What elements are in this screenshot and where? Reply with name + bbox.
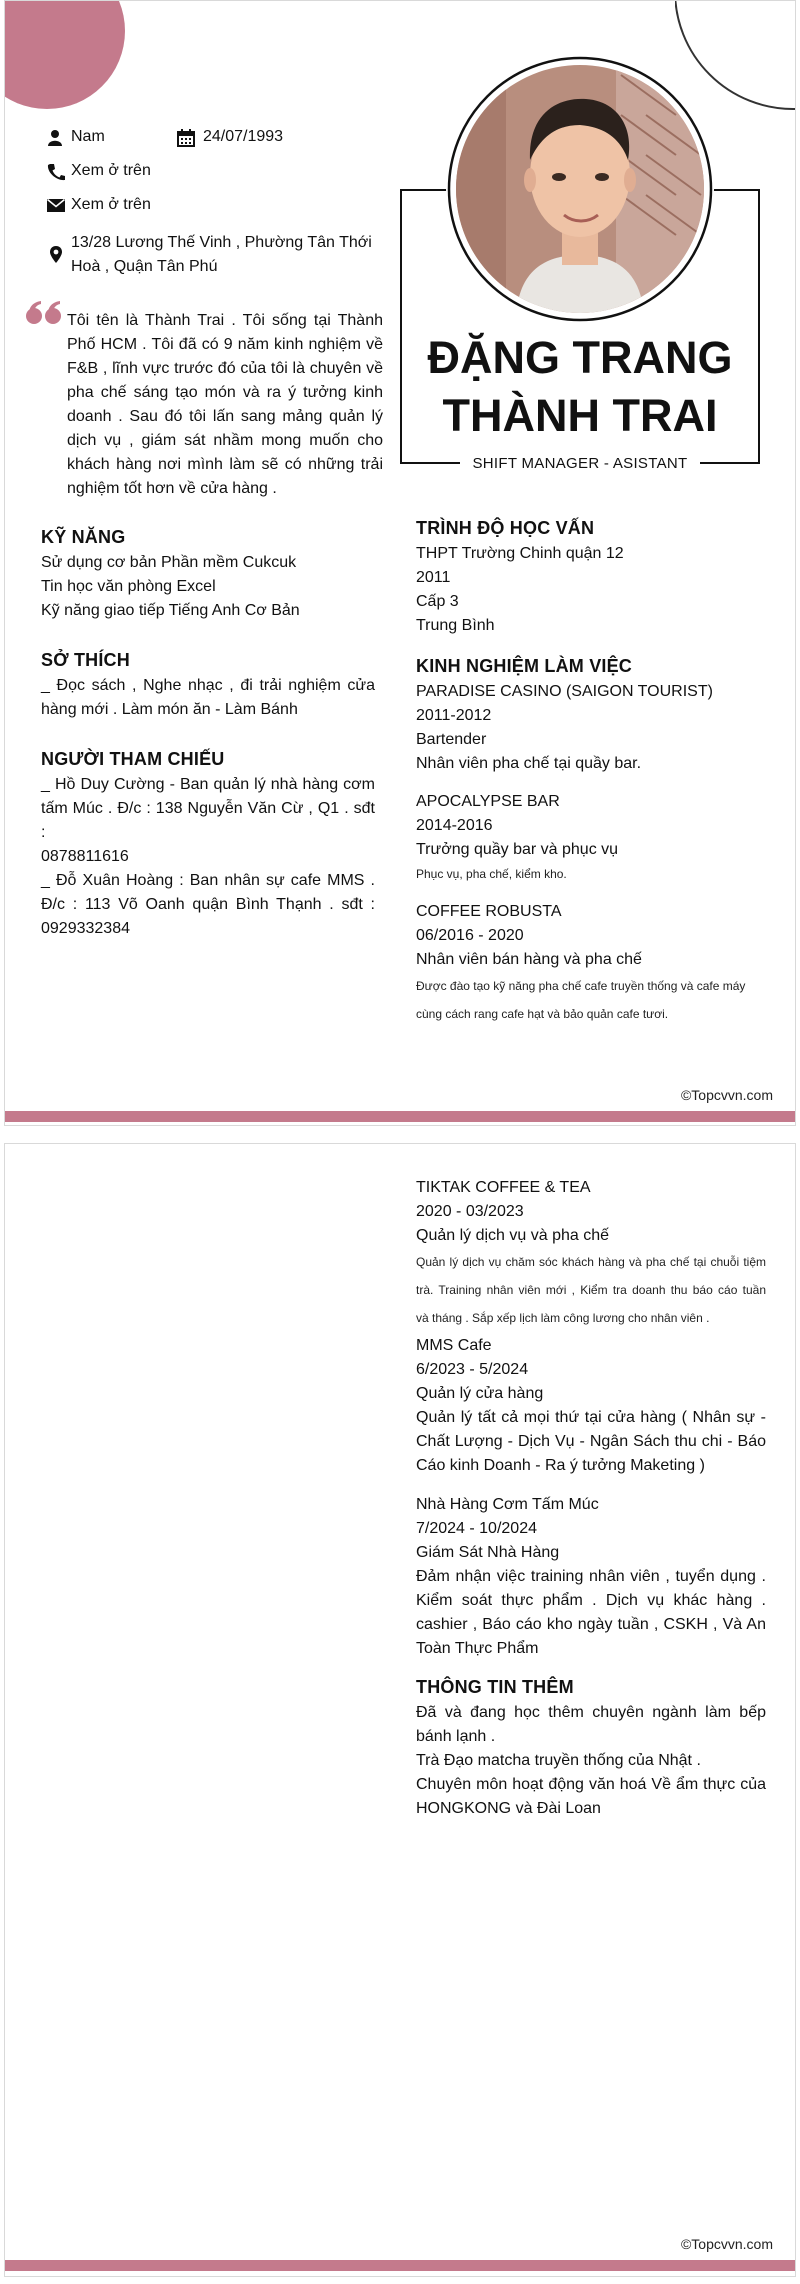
job-entry	[416, 900, 766, 1028]
footer-bar	[5, 1111, 795, 1122]
email-icon	[47, 198, 65, 213]
job-role: Trưởng quầy bar và phục vụ	[416, 841, 619, 858]
job-role: Quản lý cửa hàng	[416, 1385, 544, 1402]
objective-line: F&B , lĩnh vực trước đó của tôi là chuyên về	[67, 360, 383, 377]
job-entry	[416, 1176, 766, 1332]
location-icon	[49, 245, 63, 265]
job-description: Nhân viên pha chế tại quầy bar.	[416, 755, 642, 772]
dob-value: 24/07/1993	[203, 128, 284, 145]
skill-item: Kỹ năng giao tiếp Tiếng Anh Cơ Bản	[41, 602, 300, 619]
job-role: Giám Sát Nhà Hàng	[416, 1544, 560, 1561]
calendar-icon	[177, 129, 195, 147]
skill-item: Sử dụng cơ bản Phần mềm Cukcuk	[41, 554, 297, 571]
education-year: 2011	[416, 569, 451, 586]
job-company: PARADISE CASINO (SAIGON TOURIST)	[416, 683, 713, 700]
job-description: cashier , Báo cáo kho ngày tuần , CSKH , Và An	[416, 1616, 766, 1633]
objective-line: khách hàng nơi mình làm sẽ có những trải	[67, 456, 383, 473]
footer-brand: ©Topcvvn.com	[680, 1087, 773, 1103]
job-description: Quản lý tất cả mọi thứ tại cửa hàng ( Nhân sự -	[416, 1409, 766, 1426]
job-description: Toàn Thực Phẩm	[416, 1640, 539, 1657]
hobbies-line: _ Đọc sách , Nghe nhạc , đi trải nghiệm cửa	[41, 677, 375, 694]
reference-line: _ Hồ Duy Cường - Ban quản lý nhà hàng cơm	[41, 776, 375, 793]
job-company: COFFEE ROBUSTA	[416, 903, 562, 920]
reference-line: Đ/c : 113 Võ Oanh quận Bình Thạnh . sđt :	[41, 896, 375, 913]
job-entry	[416, 680, 766, 776]
job-period: 7/2024 - 10/2024	[416, 1520, 537, 1537]
address-line-1: 13/28 Lương Thế Vinh , Phường Tân Thới	[71, 234, 372, 251]
objective-line: doanh . Sau đó tôi lấn sang mảng quản lý	[67, 408, 383, 425]
job-description: Đảm nhận việc training nhân viên , tuyển dụng .	[416, 1568, 766, 1585]
objective-line: pha chế sáng tạo món và ra ý tưởng kinh	[67, 384, 383, 401]
additional-line: HONGKONG và Đài Loan	[416, 1800, 601, 1817]
reference-line: 0929332384	[41, 920, 130, 937]
job-company: MMS Cafe	[416, 1337, 492, 1354]
job-description: Kiểm soát thực phẩm . Dịch vụ khác hàng .	[416, 1592, 766, 1609]
additional-line: Trà Đạo matcha truyền thống của Nhật .	[416, 1752, 701, 1769]
address-line-2: Hoà , Quận Tân Phú	[71, 258, 218, 275]
objective-line: nghiệm tốt hơn về cửa hàng .	[67, 480, 277, 497]
additional-text	[416, 1701, 766, 1821]
objective-line: dịch vụ , giám sát nhầm mong muốn cho	[67, 432, 383, 449]
job-period: 2011-2012	[416, 707, 492, 724]
gender-value: Nam	[71, 128, 105, 145]
hobbies-text	[41, 674, 375, 722]
education-heading: TRÌNH ĐỘ HỌC VẤN	[416, 518, 595, 538]
education-grade: Trung Bình	[416, 617, 495, 634]
job-description: Chất Lượng - Dịch Vụ - Ngân Sách thu chi - Báo	[416, 1433, 766, 1450]
full-name-line-1: ĐẶNG TRANG	[427, 332, 733, 383]
job-company: Nhà Hàng Cơm Tấm Múc	[416, 1496, 599, 1513]
job-description: Phục vụ, pha chế, kiểm kho.	[416, 867, 567, 881]
email-value: Xem ở trên	[71, 196, 151, 213]
phone-value: Xem ở trên	[71, 162, 151, 179]
job-role: Quản lý dịch vụ và pha chế	[416, 1227, 610, 1244]
job-description: trà. Training nhân viên mới , Kiểm tra doanh thu báo cáo tuần	[416, 1283, 766, 1297]
job-period: 06/2016 - 2020	[416, 927, 524, 944]
footer-bar	[5, 2260, 795, 2271]
job-title: SHIFT MANAGER - ASISTANT	[460, 453, 700, 475]
footer-brand: ©Topcvvn.com	[680, 2236, 773, 2252]
hobbies-heading: SỞ THÍCH	[41, 650, 130, 670]
skills-heading: KỸ NĂNG	[41, 527, 126, 547]
cv-page-2	[4, 1143, 796, 2277]
reference-line: 0878811616	[41, 848, 129, 865]
user-icon	[47, 129, 63, 147]
education-details	[416, 542, 766, 638]
job-description: và tháng . Sắp xếp lịch làm công lương cho nhân viên .	[416, 1311, 710, 1325]
job-description: Cáo kinh Doanh - Ra ý tưởng Maketing )	[416, 1457, 705, 1474]
corner-circle-decoration	[5, 1, 125, 113]
skills-list	[41, 551, 381, 623]
education-school: THPT Trường Chinh quận 12	[416, 545, 624, 562]
job-description: Được đào tạo kỹ năng pha chế cafe truyền thống và cafe máy	[416, 979, 746, 993]
profile-photo	[446, 55, 714, 323]
job-description: cùng cách rang cafe hạt và bảo quản cafe tươi.	[416, 1007, 669, 1021]
education-level: Cấp 3	[416, 593, 459, 610]
references-heading: NGƯỜI THAM CHIẾU	[41, 749, 225, 769]
job-entry	[416, 790, 766, 886]
job-entry	[416, 1493, 766, 1661]
job-role: Nhân viên bán hàng và pha chế	[416, 951, 642, 968]
additional-line: Chuyên môn hoạt động văn hoá Về ẩm thực của	[416, 1776, 766, 1793]
job-company: TIKTAK COFFEE & TEA	[416, 1179, 591, 1196]
job-description: Quản lý dịch vụ chăm sóc khách hàng và pha chế tại chuỗi tiệm	[416, 1255, 766, 1269]
objective-line: Phố HCM . Tôi đã có 9 năm kinh nghiệm về	[67, 336, 383, 353]
reference-line: tấm Múc . Đ/c : 138 Nguyễn Văn Cừ , Q1 . sđt :	[41, 800, 375, 841]
reference-line: _ Đỗ Xuân Hoàng : Ban nhân sự cafe MMS .	[41, 872, 375, 889]
full-name	[400, 329, 760, 445]
skill-item: Tin học văn phòng Excel	[41, 578, 216, 595]
job-role: Bartender	[416, 731, 487, 748]
job-period: 2014-2016	[416, 817, 493, 834]
additional-line: bánh lạnh .	[416, 1728, 496, 1745]
experience-heading: KINH NGHIỆM LÀM VIỆC	[416, 656, 633, 676]
hobbies-line: hàng mới . Làm món ăn - Làm Bánh	[41, 701, 298, 718]
additional-line: Đã và đang học thêm chuyên ngành làm bếp	[416, 1704, 766, 1721]
job-entry	[416, 1334, 766, 1478]
additional-heading: THÔNG TIN THÊM	[416, 1677, 574, 1697]
objective-line: Tôi tên là Thành Trai . Tôi sống tại Thành	[67, 312, 383, 329]
job-company: APOCALYPSE BAR	[416, 793, 560, 810]
objective-text	[67, 309, 383, 501]
phone-icon	[47, 163, 65, 181]
references-text	[41, 773, 375, 941]
full-name-line-2: THÀNH TRAI	[442, 390, 718, 441]
quote-icon	[25, 299, 65, 329]
cv-page-1	[4, 0, 796, 1126]
job-period: 2020 - 03/2023	[416, 1203, 524, 1220]
job-period: 6/2023 - 5/2024	[416, 1361, 529, 1378]
